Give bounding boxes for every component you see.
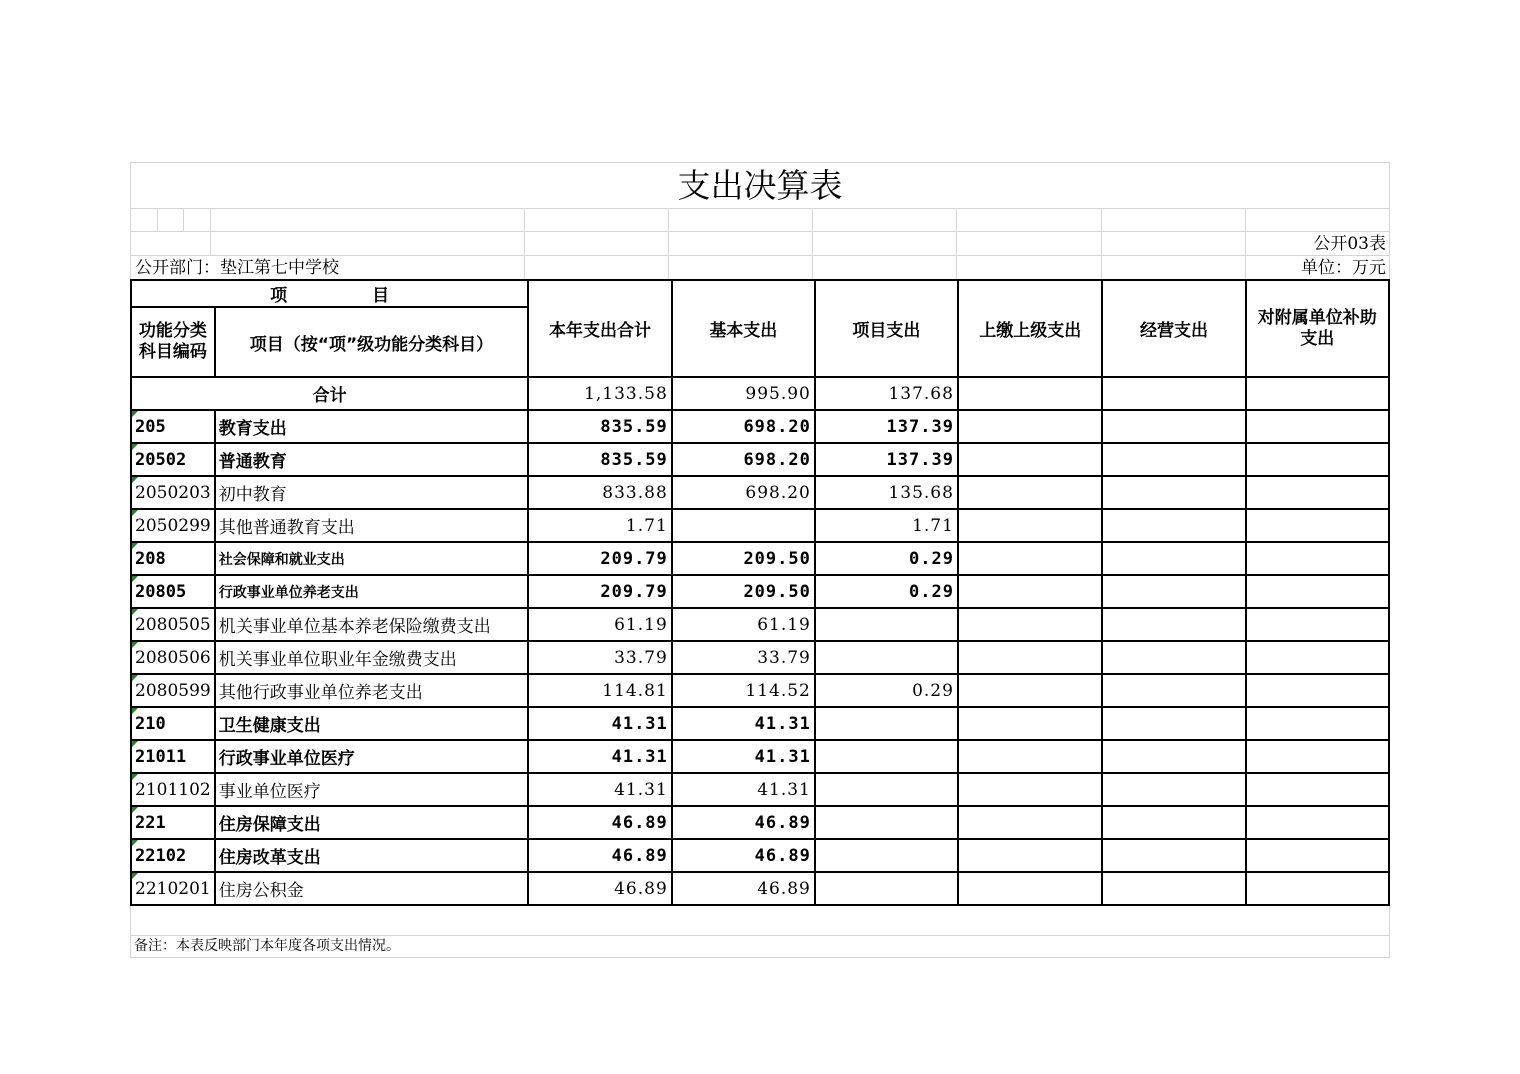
row-name: 其他普通教育支出: [215, 509, 529, 542]
row-name: 机关事业单位基本养老保险缴费支出: [215, 608, 529, 641]
row-name: 住房公积金: [215, 872, 529, 905]
row-basic: 114.52: [672, 674, 815, 707]
spreadsheet-sheet: [130, 162, 1390, 958]
row-total: 33.79: [528, 641, 672, 674]
row-code: 2050203: [131, 476, 215, 509]
row-basic: 209.50: [672, 575, 815, 608]
row-basic: 209.50: [672, 542, 815, 575]
row-project: [815, 641, 958, 674]
row-total: 61.19: [528, 608, 672, 641]
row-upper: [958, 806, 1103, 839]
row-upper: [958, 608, 1103, 641]
row-upper: [958, 575, 1103, 608]
header-name: 项目（按“项”级功能分类科目）: [215, 307, 529, 377]
row-upper: [958, 443, 1103, 476]
table-row: [131, 773, 1389, 806]
row-subsidy: [1246, 872, 1389, 905]
row-basic: 46.89: [672, 839, 815, 872]
row-name: 机关事业单位职业年金缴费支出: [215, 641, 529, 674]
row-business: [1102, 476, 1245, 509]
table-row: [131, 542, 1389, 575]
row-business: [1102, 542, 1245, 575]
table-row: [131, 641, 1389, 674]
table-row: [131, 839, 1389, 872]
row-code: 22102: [131, 839, 215, 872]
row-subsidy: [1246, 608, 1389, 641]
row-basic: 41.31: [672, 707, 815, 740]
row-upper: [958, 773, 1103, 806]
row-code: 2080599: [131, 674, 215, 707]
row-name: 普通教育: [215, 443, 529, 476]
row-project: 0.29: [815, 575, 958, 608]
row-project: [815, 872, 958, 905]
row-project: [815, 707, 958, 740]
row-subsidy: [1246, 707, 1389, 740]
total-upper: [958, 377, 1103, 410]
total-business: [1102, 377, 1245, 410]
row-name: 其他行政事业单位养老支出: [215, 674, 529, 707]
row-upper: [958, 476, 1103, 509]
header-code: 功能分类科目编码: [131, 307, 215, 377]
footnote: 备注：本表反映部门本年度各项支出情况。: [134, 938, 400, 954]
row-project: 0.29: [815, 542, 958, 575]
table-row: [131, 740, 1389, 773]
row-subsidy: [1246, 509, 1389, 542]
row-name: 行政事业单位医疗: [215, 740, 529, 773]
total-subsidy: [1246, 377, 1389, 410]
table-row: [131, 443, 1389, 476]
row-business: [1102, 410, 1245, 443]
row-business: [1102, 872, 1245, 905]
row-business: [1102, 839, 1245, 872]
row-total: 46.89: [528, 839, 672, 872]
row-project: [815, 806, 958, 839]
row-business: [1102, 641, 1245, 674]
row-total: 46.89: [528, 806, 672, 839]
row-name: 初中教育: [215, 476, 529, 509]
row-upper: [958, 542, 1103, 575]
row-project: 0.29: [815, 674, 958, 707]
row-upper: [958, 674, 1103, 707]
row-project: 137.39: [815, 410, 958, 443]
row-code: 2050299: [131, 509, 215, 542]
row-name: 行政事业单位养老支出: [215, 575, 529, 608]
expenditure-table: [130, 279, 1390, 906]
row-subsidy: [1246, 773, 1389, 806]
row-total: 833.88: [528, 476, 672, 509]
row-subsidy: [1246, 443, 1389, 476]
total-basic: 995.90: [672, 377, 815, 410]
row-total: 41.31: [528, 740, 672, 773]
total-amount: 1,133.58: [528, 377, 672, 410]
row-code: 221: [131, 806, 215, 839]
row-code: 2210201: [131, 872, 215, 905]
row-subsidy: [1246, 674, 1389, 707]
row-name: 事业单位医疗: [215, 773, 529, 806]
row-total: 209.79: [528, 575, 672, 608]
row-business: [1102, 740, 1245, 773]
header-basic: 基本支出: [672, 280, 815, 377]
row-business: [1102, 674, 1245, 707]
row-total: 114.81: [528, 674, 672, 707]
row-business: [1102, 806, 1245, 839]
table-row: [131, 872, 1389, 905]
header-item-group: 项 目: [131, 280, 528, 307]
row-business: [1102, 707, 1245, 740]
row-code: 2101102: [131, 773, 215, 806]
row-subsidy: [1246, 641, 1389, 674]
row-code: 20502: [131, 443, 215, 476]
header-upper: 上缴上级支出: [958, 280, 1103, 377]
row-subsidy: [1246, 740, 1389, 773]
row-project: [815, 608, 958, 641]
row-name: 住房改革支出: [215, 839, 529, 872]
row-project: 1.71: [815, 509, 958, 542]
row-basic: 61.19: [672, 608, 815, 641]
table-row: [131, 509, 1389, 542]
row-code: 2080505: [131, 608, 215, 641]
row-total: 835.59: [528, 410, 672, 443]
row-total: 835.59: [528, 443, 672, 476]
unit-label: 单位：万元: [1301, 258, 1386, 278]
row-business: [1102, 575, 1245, 608]
header-business: 经营支出: [1102, 280, 1245, 377]
row-total: 46.89: [528, 872, 672, 905]
table-row: [131, 476, 1389, 509]
table-row: [131, 674, 1389, 707]
table-row: [131, 410, 1389, 443]
row-subsidy: [1246, 806, 1389, 839]
row-code: 205: [131, 410, 215, 443]
row-upper: [958, 707, 1103, 740]
row-upper: [958, 410, 1103, 443]
row-upper: [958, 509, 1103, 542]
row-basic: 46.89: [672, 806, 815, 839]
row-basic: 33.79: [672, 641, 815, 674]
row-total: 209.79: [528, 542, 672, 575]
row-name: 社会保障和就业支出: [215, 542, 529, 575]
row-code: 210: [131, 707, 215, 740]
table-row: [131, 608, 1389, 641]
row-project: [815, 740, 958, 773]
header-row-group: [131, 280, 1389, 307]
row-basic: 698.20: [672, 410, 815, 443]
row-project: 135.68: [815, 476, 958, 509]
row-subsidy: [1246, 476, 1389, 509]
row-subsidy: [1246, 575, 1389, 608]
report-title: 支出决算表: [677, 166, 843, 205]
row-name: 住房保障支出: [215, 806, 529, 839]
header-subsidy: 对附属单位补助支出: [1246, 280, 1389, 377]
table-row: [131, 806, 1389, 839]
row-project: 137.39: [815, 443, 958, 476]
row-upper: [958, 641, 1103, 674]
row-name: 卫生健康支出: [215, 707, 529, 740]
row-basic: 46.89: [672, 872, 815, 905]
department-label: 公开部门：垫江第七中学校: [135, 258, 339, 278]
row-upper: [958, 839, 1103, 872]
row-subsidy: [1246, 410, 1389, 443]
row-project: [815, 773, 958, 806]
row-upper: [958, 740, 1103, 773]
row-code: 20805: [131, 575, 215, 608]
row-name: 教育支出: [215, 410, 529, 443]
total-label: 合计: [131, 377, 528, 410]
table-row: [131, 707, 1389, 740]
header-total: 本年支出合计: [528, 280, 672, 377]
row-total: 1.71: [528, 509, 672, 542]
form-number: 公开03表: [1313, 234, 1386, 254]
row-upper: [958, 872, 1103, 905]
row-subsidy: [1246, 839, 1389, 872]
row-total: 41.31: [528, 707, 672, 740]
row-basic: [672, 509, 815, 542]
row-business: [1102, 773, 1245, 806]
row-project: [815, 839, 958, 872]
row-basic: 698.20: [672, 476, 815, 509]
row-basic: 41.31: [672, 773, 815, 806]
row-total: 41.31: [528, 773, 672, 806]
header-project: 项目支出: [815, 280, 958, 377]
row-code: 208: [131, 542, 215, 575]
row-business: [1102, 608, 1245, 641]
row-business: [1102, 443, 1245, 476]
total-row: [131, 377, 1389, 410]
row-basic: 698.20: [672, 443, 815, 476]
total-project: 137.68: [815, 377, 958, 410]
table-row: [131, 575, 1389, 608]
row-business: [1102, 509, 1245, 542]
row-subsidy: [1246, 542, 1389, 575]
row-basic: 41.31: [672, 740, 815, 773]
row-code: 21011: [131, 740, 215, 773]
row-code: 2080506: [131, 641, 215, 674]
